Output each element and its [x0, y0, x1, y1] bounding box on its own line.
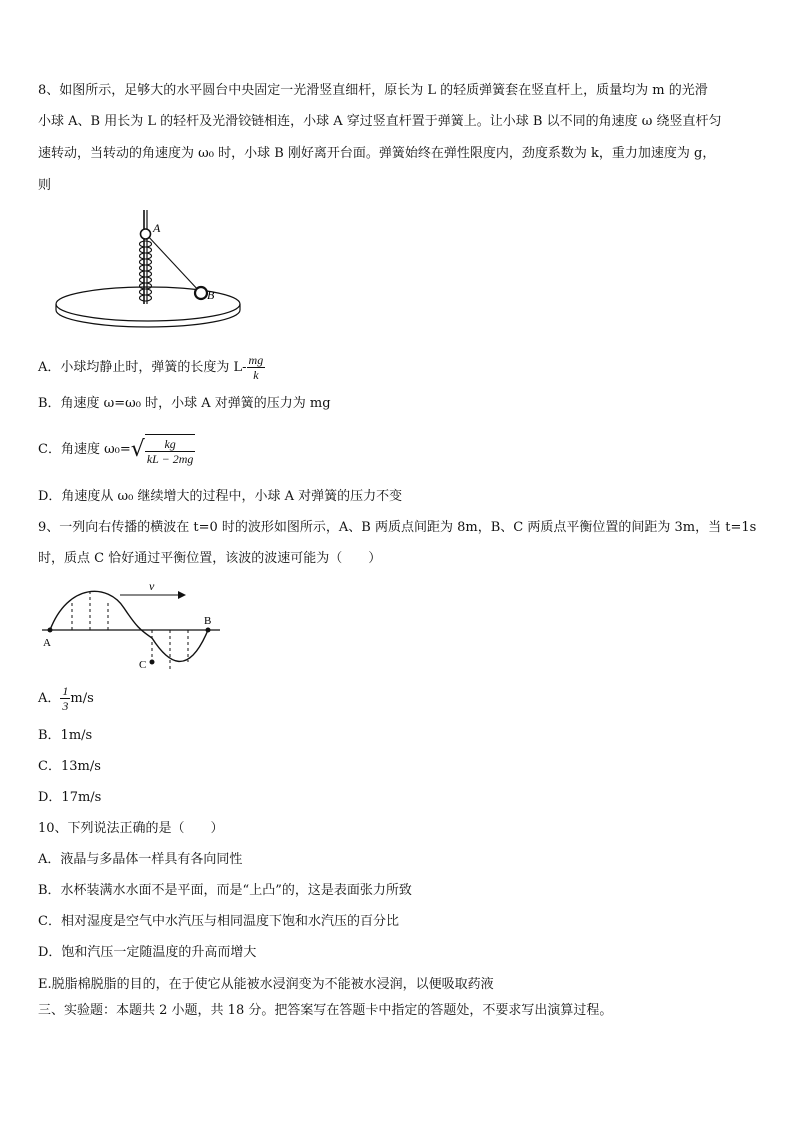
q8-option-c-sqrt-sign: √: [130, 436, 145, 462]
q8-option-a-numerator: mg: [248, 353, 264, 367]
q10-stem: 10、下列说法正确的是（ ）: [38, 821, 224, 836]
q9-figure-label-b: B: [204, 615, 212, 627]
q10-option-e: E.脱脂棉脱脂的目的，在于使它从能被水浸润变为不能被水浸润，以便吸取药液: [38, 977, 494, 992]
q9-option-a-fraction: [60, 684, 70, 713]
q9-figure-waveform: [38, 578, 228, 673]
q9-option-a-prefix: A．: [38, 691, 61, 706]
q9-option-b: B．1m/s: [38, 728, 93, 743]
section-3-heading: 三、实验题：本题共 2 小题，共 18 分。把答案写在答题卡中指定的答题处，不要求写出演算过程。: [38, 1003, 613, 1018]
q8-option-a-denominator: k: [253, 368, 259, 382]
q9-figure-label-v: v: [149, 579, 155, 593]
q9-option-a-unit: m/s: [70, 691, 94, 706]
q9-option-c: C．13m/s: [38, 759, 101, 774]
q8-figure-turntable: [52, 204, 247, 329]
q10-option-d: D．饱和汽压一定随温度的升高而增大: [38, 945, 257, 960]
q9-stem-line-2: 时，质点 C 恰好通过平衡位置，该波的波速可能为（ ）: [38, 551, 382, 566]
q9-option-a: [38, 681, 94, 717]
q8-figure-label-b: B: [207, 288, 215, 302]
q8-option-c: [38, 430, 195, 470]
q9-option-d: D．17m/s: [38, 790, 102, 805]
q8-option-a-text: A．小球均静止时，弹簧的长度为 L-: [38, 360, 247, 375]
q8-option-a: [38, 350, 265, 386]
q8-stem-line-2: 小球 A、B 用长为 L 的轻杆及光滑铰链相连，小球 A 穿过竖直杆置于弹簧上。让小球 B 以不同的角速度 ω 绕竖直杆匀: [38, 114, 722, 129]
q8-option-c-fraction: [145, 434, 196, 466]
q8-stem-line-1: 8、如图所示，足够大的水平圆台中央固定一光滑竖直细杆，原长为 L 的轻质弹簧套在竖直杆上，质量均为 m 的光滑: [38, 83, 708, 98]
q8-option-d: D．角速度从 ω₀ 继续增大的过程中，小球 A 对弹簧的压力不变: [38, 489, 403, 504]
q10-option-b: B．水杯装满水水面不是平面，而是“上凸”的，这是表面张力所致: [38, 883, 412, 898]
q8-option-b: B．角速度 ω=ω₀ 时，小球 A 对弹簧的压力为 mg: [38, 396, 331, 411]
q10-option-a: A．液晶与多晶体一样具有各向同性: [38, 852, 243, 867]
q8-stem-line-4: 则: [38, 178, 52, 193]
q8-option-c-denominator: kL − 2mg: [146, 451, 194, 466]
q9-option-a-numerator: 1: [62, 684, 69, 698]
q8-option-a-fraction: [247, 353, 266, 382]
q9-figure-label-c: C: [139, 659, 147, 671]
q10-option-c: C．相对湿度是空气中水汽压与相同温度下饱和水汽压的百分比: [38, 914, 399, 929]
q9-stem-line-1: 9、一列向右传播的横波在 t=0 时的波形如图所示，A、B 两质点间距为 8m，B、C 两质点平衡位置的间距为 3m，当 t=1s: [38, 520, 757, 535]
q8-option-c-numerator: kg: [145, 437, 196, 452]
q8-option-c-text: C．角速度 ω₀=: [38, 442, 131, 457]
q8-stem-line-3: 速转动，当转动的角速度为 ω₀ 时，小球 B 刚好离开台面。弹簧始终在弹性限度内，劲度系数为 k，重力加速度为 g，: [38, 146, 716, 161]
q9-option-a-denominator: 3: [62, 699, 69, 713]
q9-figure-label-a: A: [43, 637, 51, 649]
q8-figure-label-a: A: [153, 221, 161, 235]
